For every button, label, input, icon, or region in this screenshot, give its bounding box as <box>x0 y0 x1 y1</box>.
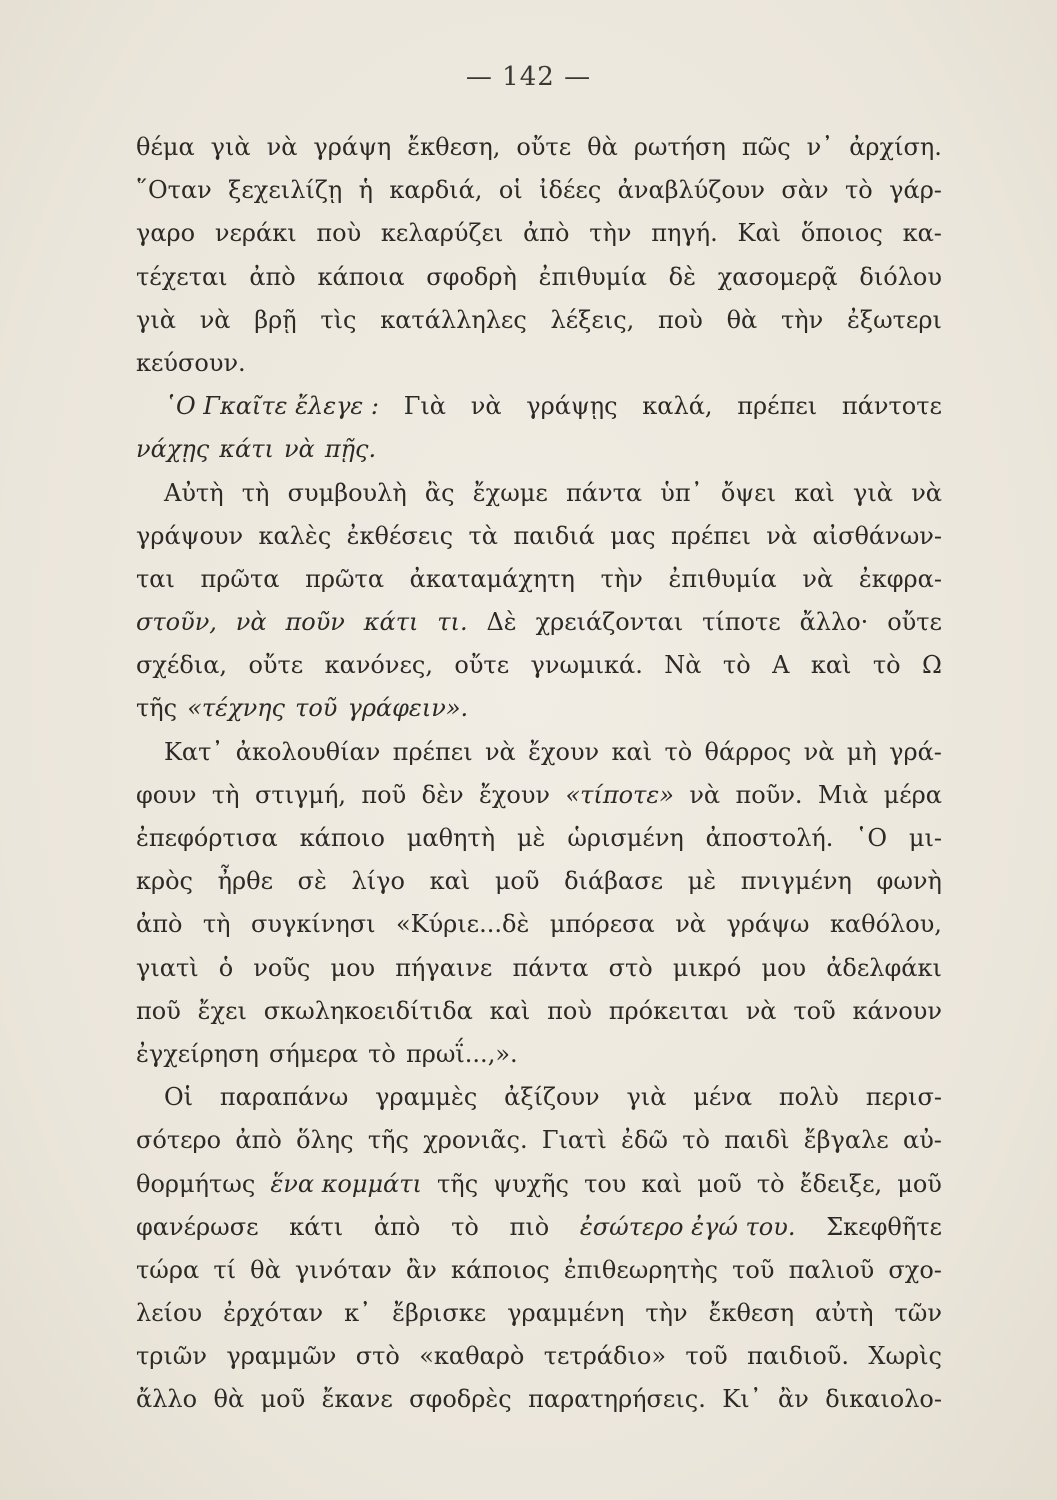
text-line <box>136 169 942 212</box>
word: γιὰ <box>210 133 251 161</box>
word: ῞Οταν <box>136 176 212 205</box>
word: θὰ <box>213 1385 245 1414</box>
word: πρόκειται <box>608 996 729 1025</box>
word: αἰσθάνων- <box>812 521 942 550</box>
word: κελαρύζει <box>380 219 504 248</box>
word: συμβουλὴ <box>287 478 407 507</box>
word: κ᾿ <box>344 1299 372 1328</box>
word: καὶ <box>611 737 653 766</box>
word: καὶ <box>794 478 835 507</box>
word: ἕνα κομμάτι <box>270 1169 422 1198</box>
text-line <box>136 774 942 817</box>
text-line <box>136 601 942 644</box>
word: Γιατὶ <box>541 1126 607 1155</box>
word: ποῦ <box>136 996 181 1025</box>
word: θὰ <box>250 1255 281 1284</box>
word: ρωτήση <box>633 133 726 161</box>
word: μοῦ <box>697 1169 742 1198</box>
word: ἂς <box>424 478 455 507</box>
text-line <box>136 687 942 730</box>
word: λίγο <box>351 867 405 896</box>
word: Χωρὶς <box>868 1342 942 1371</box>
word: ἀκαταμάχητη <box>409 564 575 593</box>
word: ἀναβλύζουν <box>617 176 765 205</box>
word: γινόταν <box>294 1255 392 1284</box>
word: οἱ <box>498 176 523 205</box>
word: μου <box>330 953 376 982</box>
word: αὐτὴ <box>815 1299 874 1328</box>
word: καλά, <box>642 392 713 421</box>
word: χρειάζονται <box>535 608 684 637</box>
word: αὐ- <box>903 1126 942 1155</box>
word: «τίποτε» <box>565 780 674 809</box>
word: τῆς <box>367 1126 409 1155</box>
word: θάρρος <box>704 737 792 766</box>
word: τί <box>213 1255 237 1284</box>
word: καρδιά, <box>389 176 483 205</box>
word: κάποια <box>317 262 405 291</box>
word: θορμήτως <box>136 1169 256 1198</box>
word: φωνὴ <box>876 867 942 896</box>
word: γραμμῶν <box>226 1342 337 1371</box>
word: μὴ <box>846 737 877 766</box>
word: ἀπὸ <box>373 1212 421 1241</box>
word: τὸ <box>845 176 873 205</box>
word: ἀπὸ <box>249 262 296 291</box>
word: μέρα <box>883 780 942 809</box>
word: τὸ <box>872 651 901 680</box>
word: ἂν <box>778 1385 809 1414</box>
word: τὰ <box>468 521 498 550</box>
word: ἔκανε <box>321 1385 393 1414</box>
word: δὲν <box>421 780 464 809</box>
word: καὶ <box>810 651 852 680</box>
word: τὴν <box>645 1299 688 1328</box>
text-line <box>136 644 942 687</box>
word: ἀποστολή. <box>705 824 834 852</box>
word: γραμμὲς <box>375 1083 478 1112</box>
word: Δὲ <box>486 608 517 637</box>
word: ποῦν. <box>735 780 803 809</box>
word: σχέδια, <box>136 651 228 680</box>
word: θέμα <box>136 133 195 161</box>
word: ἀπὸ <box>136 910 183 939</box>
word: ἂν <box>406 1255 437 1284</box>
word: καὶ <box>641 1169 683 1198</box>
word: ἔχουν <box>478 780 551 809</box>
word: οὔτε <box>887 608 942 637</box>
word: τὸ <box>368 1039 396 1068</box>
word: ποὺ <box>658 305 703 334</box>
word: ἐπιθυμία <box>538 262 647 291</box>
word: ὡρισμένη <box>567 824 684 852</box>
word: ἀδελφάκι <box>826 953 942 982</box>
word: πῶς <box>741 133 791 161</box>
word: θὰ <box>587 133 618 161</box>
word: τὶς <box>320 305 357 334</box>
word: στοῦν, <box>136 608 217 637</box>
word: γνωμικά. <box>530 651 643 680</box>
word: τῆς <box>136 694 178 723</box>
word: νὰ <box>235 608 267 637</box>
word: κρὸς <box>136 867 193 896</box>
word: τὸ <box>722 651 751 680</box>
word: ἔκθεση <box>708 1299 795 1328</box>
text-line <box>136 256 942 299</box>
word: ἔχει <box>197 996 247 1025</box>
text-line <box>136 1163 942 1206</box>
word: σὲ <box>297 867 327 896</box>
text-line <box>136 212 942 255</box>
text-line <box>136 990 942 1033</box>
word: πολὺ <box>778 1083 839 1112</box>
text-line <box>136 731 942 774</box>
word: ἐπιθυμία <box>668 564 777 593</box>
word: ἐρχόταν <box>223 1299 324 1328</box>
text-line <box>136 903 942 946</box>
word: γράψῃς <box>526 392 618 421</box>
word: στὸ <box>608 953 653 982</box>
word: Ω <box>921 651 942 680</box>
word: νὰ <box>484 737 516 766</box>
word: γράψη <box>313 133 392 161</box>
word: τὴ <box>241 478 270 507</box>
word: ἐσώτερο ἐγώ του. <box>579 1212 796 1241</box>
word: γράψω <box>726 910 810 939</box>
word: τώρα <box>136 1255 200 1284</box>
word: μὲ <box>687 867 717 896</box>
word: ἔδειξε, <box>799 1169 883 1198</box>
text-line <box>136 1335 942 1378</box>
word: γάρ- <box>889 176 942 205</box>
word: νὰ <box>911 478 942 507</box>
text-line <box>136 126 942 169</box>
word: ἔβρισκε <box>392 1299 487 1328</box>
word: κάνουν <box>852 996 942 1025</box>
word: τὸ <box>756 1169 785 1198</box>
body-text <box>136 126 942 1422</box>
word: παλιοῦ <box>788 1255 875 1284</box>
word: ἐπιθεωρητὴς <box>563 1255 718 1284</box>
word: ἄλλο <box>136 1385 198 1414</box>
word: πάντοτε <box>841 392 942 421</box>
word: πιὸ <box>509 1212 550 1241</box>
word: ῾Ο Γκαῖτε ἔλεγε : <box>164 392 380 421</box>
word: νὰ <box>745 996 777 1025</box>
word: τὸ <box>682 1126 710 1155</box>
text-line <box>136 558 942 601</box>
word: θὰ <box>726 305 758 334</box>
word: τὴ <box>211 780 240 809</box>
word: πῇς. <box>324 435 377 464</box>
word: κάτι <box>289 1212 344 1241</box>
word: Μιὰ <box>817 780 869 809</box>
word: πάντα <box>512 953 589 982</box>
word: πάντα <box>566 478 643 507</box>
word: μου <box>761 953 807 982</box>
word: ἐπεφόρτισα <box>136 824 278 852</box>
word: τετράδιο» <box>543 1342 666 1371</box>
word: πρέπει <box>737 392 818 421</box>
word: τοῦ <box>295 694 338 723</box>
word: Σκεφθῆτε <box>826 1212 942 1241</box>
word: τῆς <box>437 1169 479 1198</box>
word: «καθαρὸ <box>419 1342 525 1371</box>
word: στιγμή, <box>254 780 346 809</box>
word: τὴν <box>780 305 824 334</box>
word: ἰδέες <box>539 176 602 205</box>
word: χρονιᾶς. <box>423 1126 528 1155</box>
word: σφοδρὲς <box>409 1385 512 1414</box>
text-line <box>136 860 942 903</box>
text-line <box>136 515 942 558</box>
text-line <box>136 1119 942 1162</box>
word: Καὶ <box>737 219 782 248</box>
word: γράφειν». <box>347 694 469 723</box>
word: ἔκθεση, <box>407 133 501 161</box>
word: νὰ <box>283 435 315 464</box>
word: κατάλληλες <box>380 305 527 334</box>
word: Γιὰ <box>403 392 447 421</box>
word: σότερο <box>136 1126 222 1155</box>
word: «Κύριε...δὲ <box>395 910 530 939</box>
word: τὴ <box>202 910 231 939</box>
word: ἔβγαλε <box>803 1126 889 1155</box>
word: νὰ <box>803 737 835 766</box>
word: ἀπὸ <box>523 219 570 248</box>
word: βρῇ <box>254 305 297 334</box>
word: στὸ <box>355 1342 400 1371</box>
word: ται <box>136 564 175 593</box>
word: τῶν <box>894 1299 942 1328</box>
word: φανέρωσε <box>136 1212 259 1241</box>
word: κανόνες, <box>324 651 433 680</box>
word: γιὰ <box>853 478 893 507</box>
word: τι. <box>437 608 468 637</box>
word: ν᾿ <box>806 133 834 161</box>
word: νὰ <box>689 780 721 809</box>
word: παραπάνω <box>219 1083 349 1112</box>
word: χασομερᾷ <box>717 262 838 291</box>
word: ποῦν <box>285 608 345 637</box>
word: μοῦ <box>260 1385 306 1414</box>
word: κάποιο <box>299 824 385 852</box>
word: ψυχῆς <box>493 1169 569 1198</box>
text-line <box>136 299 942 342</box>
word: μένα <box>693 1083 753 1112</box>
word: φουν <box>136 780 197 809</box>
word: κάτι <box>363 608 419 637</box>
word: Κι᾿ <box>722 1385 762 1414</box>
word: ἀπὸ <box>235 1126 282 1155</box>
word: παιδιά <box>513 521 595 550</box>
word: σήμερα <box>268 1039 359 1068</box>
word: μαθητὴ <box>406 824 496 852</box>
text-line <box>136 817 942 860</box>
word: Οἱ <box>164 1083 194 1112</box>
word: δικαιολο- <box>825 1385 942 1414</box>
word: ἔχουν <box>528 737 600 766</box>
word: νάχῃς <box>136 435 210 464</box>
word: τὸ <box>451 1212 479 1241</box>
word: σφοδρὴ <box>426 262 517 291</box>
word: «τέχνης <box>187 694 285 723</box>
word: σχο- <box>888 1255 942 1284</box>
word: καθόλου, <box>829 910 942 939</box>
word: ἐγχείρηση <box>136 1039 259 1068</box>
word: πρωΐ...,». <box>405 1039 518 1068</box>
word: πρέπει <box>392 737 473 766</box>
word: πηγή. <box>651 219 718 248</box>
word: συγκίνησι <box>251 910 376 939</box>
word: νὰ <box>199 305 231 334</box>
text-line <box>136 1249 942 1292</box>
word: νεράκι <box>214 219 297 248</box>
word: μικρό <box>672 953 742 982</box>
word: γιὰ <box>136 305 176 334</box>
word: μπόρεσα <box>549 910 655 939</box>
word: παρατηρήσεις. <box>528 1385 706 1414</box>
word: τοῦ <box>732 1255 775 1284</box>
word: οὔτε <box>454 651 510 680</box>
word: δὲ <box>668 262 696 291</box>
word: νὰ <box>470 392 502 421</box>
word: τὸ <box>664 737 693 766</box>
word: πήγαινε <box>395 953 493 982</box>
word: νὰ <box>802 564 834 593</box>
text-line <box>136 947 942 990</box>
word: ὁ <box>218 953 234 982</box>
word: ἐξωτερι <box>846 305 942 334</box>
word: γραμμένη <box>507 1299 625 1328</box>
word: γιὰ <box>626 1083 667 1112</box>
word: του <box>584 1169 627 1198</box>
word: ἐκφρα- <box>858 564 942 593</box>
word: γαρο <box>136 219 196 248</box>
word: ξεχειλίζῃ <box>228 176 343 205</box>
word: τοῦ <box>793 996 836 1025</box>
word: σὰν <box>781 176 829 205</box>
word: Α <box>772 651 790 680</box>
word: ὅλης <box>296 1126 354 1155</box>
word: τοῦ <box>685 1342 728 1371</box>
word: ἐκθέσεις <box>346 521 454 550</box>
word: σκωληκοειδίτιδα <box>263 996 473 1025</box>
text-line <box>136 1378 942 1421</box>
text-line <box>136 1292 942 1335</box>
text-line <box>136 472 942 515</box>
word: καλὲς <box>258 521 332 550</box>
word: γρά- <box>889 737 942 766</box>
word: μοῦ <box>897 1169 942 1198</box>
word: κάποιος <box>450 1255 550 1284</box>
word: ἀξίζουν <box>504 1083 600 1112</box>
page-number: — 142 — <box>465 62 592 92</box>
word: τίποτε <box>702 608 781 637</box>
word: ῾Ο <box>855 824 887 852</box>
word: ποὺ <box>547 996 592 1025</box>
word: τὴν <box>589 219 632 248</box>
word: μας <box>610 521 656 550</box>
word: ἀρχίση. <box>849 133 942 161</box>
word: οὔτε <box>248 651 304 680</box>
word: διόλου <box>859 262 942 291</box>
word: καὶ <box>429 867 471 896</box>
text-line <box>136 1076 942 1119</box>
word: λέξεις, <box>550 305 635 334</box>
word: τέχεται <box>136 262 228 291</box>
word: γιατὶ <box>136 953 199 982</box>
word: τριῶν <box>136 1342 207 1371</box>
word: ἡ <box>358 176 373 205</box>
word: κάτι <box>219 435 274 464</box>
word: ὄψει <box>720 478 776 507</box>
word: ἄλλο· <box>799 608 869 637</box>
word: γράψουν <box>136 521 244 550</box>
word: τὴν <box>600 564 643 593</box>
text-line <box>136 342 942 385</box>
word: παιδὶ <box>724 1126 790 1155</box>
word: κα- <box>902 219 942 248</box>
word: οὔτε <box>516 133 572 161</box>
word: λείου <box>136 1299 203 1328</box>
text-line <box>136 385 942 428</box>
word: καὶ <box>489 996 531 1025</box>
word: περισ- <box>865 1083 942 1112</box>
word: διάβασε <box>564 867 664 896</box>
word: νὰ <box>266 133 298 161</box>
word: ποὺ <box>316 219 362 248</box>
text-line <box>136 428 942 471</box>
word: πνιγμένη <box>740 867 852 896</box>
word: ἐδῶ <box>621 1126 668 1155</box>
word: νὰ <box>675 910 706 939</box>
word: ἀκολουθίαν <box>235 737 381 766</box>
word: παιδιοῦ. <box>747 1342 849 1371</box>
word: Κατ᾿ <box>164 737 224 766</box>
word: μοῦ <box>494 867 540 896</box>
word: πρῶτα <box>200 564 280 593</box>
text-line <box>136 1206 942 1249</box>
word: κεύσουν. <box>136 348 246 377</box>
word: πρέπει <box>670 521 751 550</box>
word: μι- <box>908 824 942 852</box>
word: ὅποιος <box>800 219 883 248</box>
word: ὑπ᾿ <box>660 478 703 507</box>
word: Νὰ <box>664 651 702 680</box>
word: ποῦ <box>361 780 407 809</box>
word: Αὐτὴ <box>164 478 224 507</box>
word: νὰ <box>766 521 798 550</box>
word: ἦρθε <box>217 867 273 896</box>
word: μὲ <box>516 824 546 852</box>
word: ἔχωμε <box>472 478 548 507</box>
word: πρῶτα <box>305 564 385 593</box>
word: νοῦς <box>253 953 311 982</box>
text-line <box>136 1033 942 1076</box>
